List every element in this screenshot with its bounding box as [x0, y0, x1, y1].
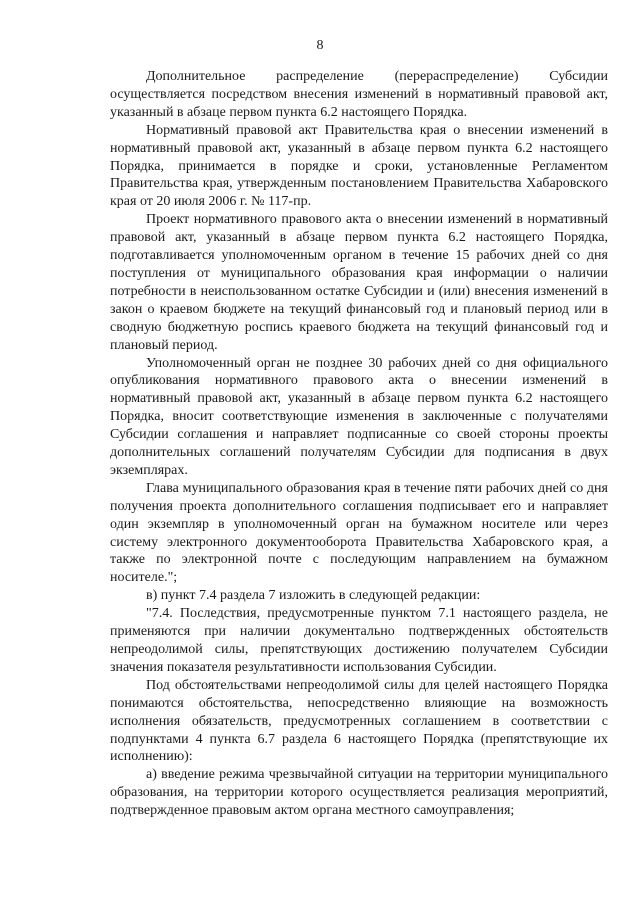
paragraph-item-a: а) введение режима чрезвычайной ситуации на территории муниципального образования, на территории которого осуществляется реализация мероприятий, подтвержденное правовым актом органа местного самоуправления; [110, 767, 608, 819]
paragraph-force-majeure: Под обстоятельствами непреодолимой силы для целей настоящего Порядка понимаются обстоятельства, непосредственно влияющие на возможность исполнения обязательств, предусмотренных соглашением в соответствии с подпунктами 4 пункта 6.7 раздела 6 настоящего Порядка (препятствующие их исполнению): [110, 677, 608, 765]
paragraph-redistribution: Дополнительное распределение (перераспределение) Субсидии осуществляется посредством внесения изменений в нормативный правовой акт, указанный в абзаце первом пункта 6.2 настоящего Порядка. [110, 69, 608, 120]
paragraph-authorized-body: Уполномоченный орган не позднее 30 рабочих дней со дня официального опубликования нормативного правового акта о внесении изменений в нормативный правовой акт, указанный в абзаце первом пункта 6.2 настоящего Порядка, вносит соответствующие изменения в заключенные с получателями Субсидии соглашения и направляет подписанные со своей стороны проекты дополнительных соглашений получателям Субсидии для подписания в двух экземплярах. [110, 355, 608, 478]
paragraph-draft-act: Проект нормативного правового акта о внесении изменений в нормативный правовой акт, указанный в абзаце первом пункта 6.2 настоящего Порядка, подготавливается уполномоченным органом в течение 15 рабочих дней со дня поступления от муниципального образования края информации о наличии потребности в неиспользованном остатке Субсидии и (или) внесения изменений в закон о краевом бюджете на текущий финансовый год и плановый период или в сводную бюджетную роспись краевого бюджета на текущий финансовый год и плановый период. [110, 212, 608, 353]
page-number: 8 [316, 38, 324, 53]
paragraph-municipal-head: Глава муниципального образования края в течение пяти рабочих дней со дня получения проекта дополнительного соглашения подписывает его и направляет один экземпляр в уполномоченный орган на бумажном носителе или через систему электронного документооборота Правительства Хабаровского края, а также по электронной почте с последующим направлением на бумажном носителе."; [110, 480, 608, 586]
paragraph-normative-act: Нормативный правовой акт Правительства края о внесении изменений в нормативный правовой акт, указанный в абзаце первом пункта 6.2 настоящего Порядка, принимается в порядке и сроки, установленные Регламентом Правительства края, утвержденным постановлением Правительства Хабаровского края от 20 июля 2006 г. № 117-пр. [110, 122, 608, 210]
document-body [110, 68, 608, 820]
paragraph-item-v: в) пункт 7.4 раздела 7 изложить в следующей редакции: [146, 588, 481, 604]
paragraph-clause-7-4: "7.4. Последствия, предусмотренные пунктом 7.1 настоящего раздела, не применяются при наличии документально подтвержденных обстоятельств непреодолимой силы, препятствующих достижению получателем Субсидии значения показателя результативности использования Субсидии. [110, 606, 608, 675]
